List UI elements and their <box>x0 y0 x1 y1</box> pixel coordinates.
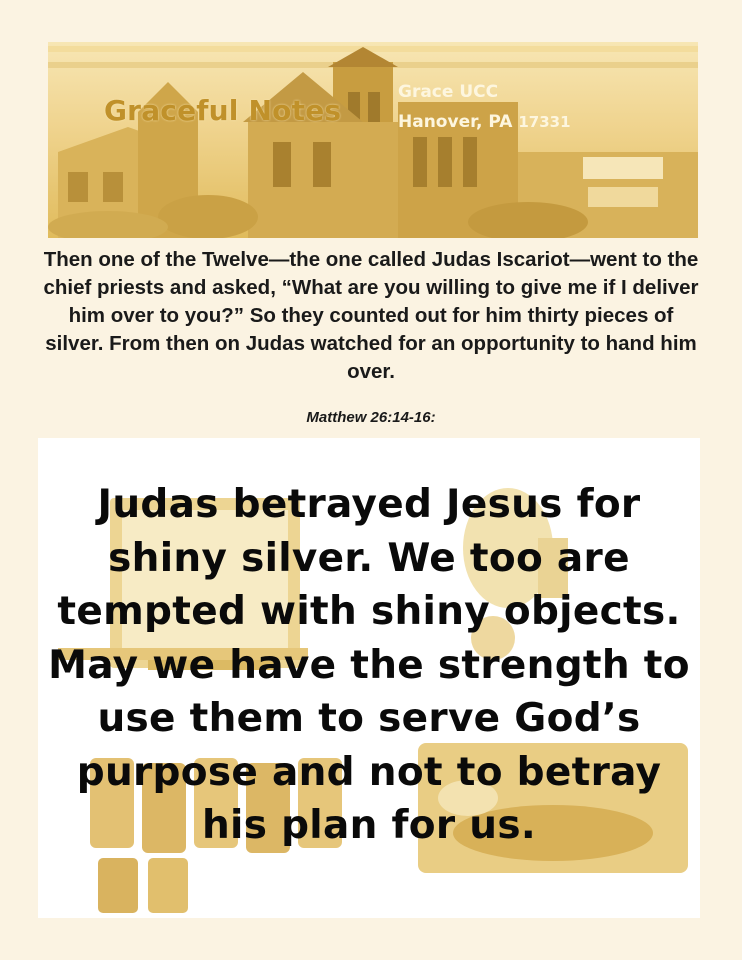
church-location <box>398 112 571 132</box>
scripture-reference: Matthew 26:14-16: <box>306 409 436 426</box>
header-banner <box>48 42 698 238</box>
message-panel <box>38 438 700 918</box>
church-illustration <box>48 42 698 238</box>
zip-text: 17331 <box>518 113 571 131</box>
city-text: Hanover, PA <box>398 112 513 132</box>
newsletter-title: Graceful Notes <box>104 94 342 127</box>
reflection-message: Judas betrayed Jesus for shiny silver. We too are tempted with shiny objects. May we have the strength to use them to serve God’s purpose and not to betray his plan for us. <box>48 482 690 848</box>
scripture-passage: Then one of the Twelve—the one called Judas Iscariot—went to the chief priests and asked, “What are you willing to give me if I deliver him over to you?” So they counted out for him thirty pieces of silver. From then on Judas watched for an opportunity to hand him over. <box>43 248 699 383</box>
church-name: Grace UCC <box>398 82 499 102</box>
